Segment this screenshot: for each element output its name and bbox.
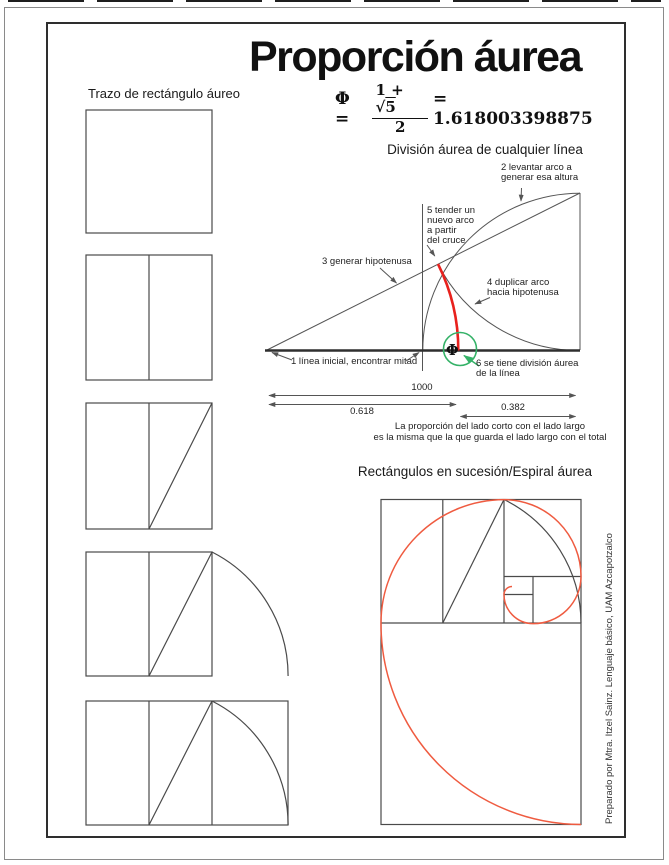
step1-square bbox=[86, 110, 212, 233]
spiral-construction-arc-dark bbox=[504, 500, 581, 624]
trazo-heading: Trazo de rectángulo áureo bbox=[88, 86, 241, 101]
step5-lines bbox=[149, 701, 212, 825]
annotation-step4: 4 duplicar arco hacia hipotenusa bbox=[487, 277, 559, 298]
annotation-step1: 1 línea inicial, encontrar mitad bbox=[291, 356, 418, 367]
annotation-step2: 2 levantar arco a generar esa altura bbox=[501, 162, 579, 183]
formula-value: = 1.618003398875 bbox=[432, 88, 593, 129]
phi-formula bbox=[335, 82, 600, 136]
formula-numerator: 1 + √5 bbox=[372, 82, 427, 119]
spiral-outer-rectangle bbox=[381, 500, 581, 825]
arrow-step3 bbox=[380, 268, 397, 283]
annotation-step3: 3 generar hipotenusa bbox=[322, 256, 412, 267]
step4-arc bbox=[212, 552, 288, 676]
arrow-step4 bbox=[475, 298, 490, 305]
spiral-diagonal bbox=[443, 500, 504, 624]
arrow-step2 bbox=[521, 188, 522, 201]
annotation-step5: 5 tender un nuevo arco a partir del cruce bbox=[427, 205, 476, 246]
step5-arc bbox=[212, 701, 288, 825]
division-heading: División áurea de cualquier línea bbox=[387, 142, 583, 157]
measure-label-left: 0.618 bbox=[350, 406, 374, 417]
top-dashed-rule bbox=[8, 0, 661, 2]
phi-symbol: Φ bbox=[446, 342, 459, 359]
step3-diagonal bbox=[149, 403, 212, 529]
step4-diagonal bbox=[149, 552, 212, 676]
measure-label-total: 1000 bbox=[411, 382, 433, 393]
arrow-step1-left bbox=[272, 353, 292, 361]
spiral-heading: Rectángulos en sucesión/Espiral áurea bbox=[357, 464, 593, 479]
credit-text: Preparado por Mtra. Itzel Sainz. Lenguaje básico, UAM Azcapotzalco bbox=[604, 533, 615, 824]
arrow-step5 bbox=[427, 245, 435, 256]
formula-phi-equals: Φ = bbox=[335, 88, 350, 129]
step5-golden-rectangle bbox=[86, 701, 288, 825]
annotation-step6: 6 se tiene división áurea de la línea bbox=[476, 358, 579, 379]
page-title: Proporción áurea bbox=[248, 33, 582, 81]
formula-fraction bbox=[372, 82, 427, 136]
golden-spiral-figure bbox=[375, 492, 590, 832]
formula-denominator: 2 bbox=[395, 117, 406, 136]
spiral-nested-subdivisions bbox=[504, 577, 581, 624]
golden-spiral-path bbox=[381, 500, 581, 825]
proportion-caption: La proporción del lado corto con el lado largo es la misma que la que guarda el lado largo con el total bbox=[373, 421, 607, 443]
measure-label-right: 0.382 bbox=[501, 402, 525, 413]
